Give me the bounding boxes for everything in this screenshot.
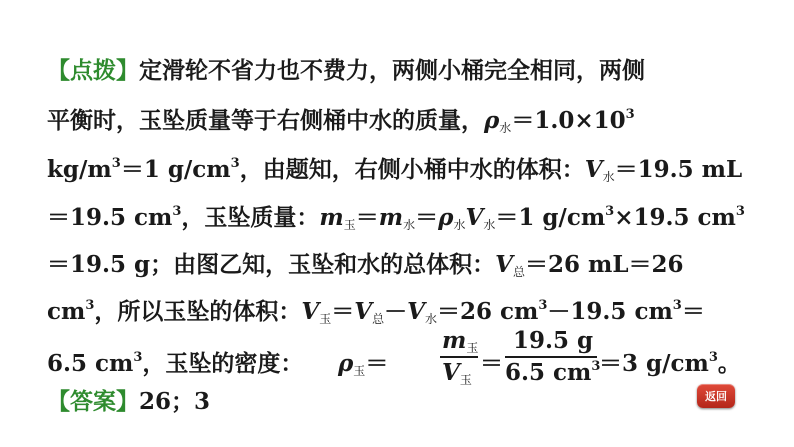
volume-symbol: V <box>495 251 513 278</box>
fraction-bar <box>505 356 597 358</box>
hint-tag: 【点拨】 <box>47 57 139 84</box>
fraction-numerator-value: 19.5 g <box>513 327 594 354</box>
mass-symbol: m <box>319 204 344 231</box>
subscript-jade: 玉 <box>459 373 472 387</box>
subscript-water: 水 <box>403 218 416 232</box>
hint-line-6 <box>47 297 705 327</box>
text-segment: ，由题知，右侧小桶中水的体积： <box>239 156 585 183</box>
subscript-jade: 玉 <box>466 341 479 355</box>
fraction-denominator-volume <box>442 359 472 386</box>
text-segment: ＝1.0×10 <box>511 107 626 134</box>
equals-sign: ＝ <box>365 350 389 377</box>
superscript: 3 <box>672 298 682 313</box>
back-button[interactable]: 返回 <box>697 384 735 408</box>
text-segment: ＝ <box>331 298 355 325</box>
text-segment: 6.5 cm <box>505 359 592 386</box>
hint-line-1 <box>47 56 645 86</box>
hint-line-3 <box>47 155 742 185</box>
rho-symbol: ρ <box>338 350 354 377</box>
text-segment: ＝ <box>355 204 379 231</box>
superscript: 3 <box>735 204 745 219</box>
text-segment: kg/m <box>47 156 112 183</box>
superscript: 3 <box>708 350 718 365</box>
volume-symbol: V <box>465 204 484 231</box>
fraction-numerator-mass <box>442 327 478 354</box>
mass-symbol: m <box>442 327 467 354</box>
subscript-total: 总 <box>512 265 525 279</box>
subscript-jade: 玉 <box>343 218 356 232</box>
density-intro <box>47 345 303 378</box>
volume-symbol: V <box>301 298 320 325</box>
text-segment: －19.5 cm <box>547 298 673 325</box>
hint-line-2 <box>47 106 635 136</box>
hint-line-5 <box>47 250 684 280</box>
superscript: 3 <box>85 298 95 313</box>
superscript: 3 <box>133 350 143 365</box>
subscript-water: 水 <box>602 170 615 184</box>
superscript: 3 <box>230 156 240 171</box>
rho-symbol: ρ <box>484 107 500 134</box>
text-segment: ＝19.5 mL <box>614 156 743 183</box>
text-segment: ＝ <box>681 298 705 325</box>
text-segment: ＝19.5 cm <box>47 204 173 231</box>
subscript-water: 水 <box>425 312 438 326</box>
text-segment: ，玉坠的密度： <box>142 350 304 377</box>
subscript-jade: 玉 <box>319 312 332 326</box>
text-segment: ＝ <box>415 204 439 231</box>
subscript-water: 水 <box>483 218 496 232</box>
superscript: 3 <box>625 107 635 122</box>
equals-sign: ＝ <box>480 350 503 377</box>
superscript: 3 <box>605 204 615 219</box>
fraction-denominator-value <box>505 359 600 386</box>
volume-symbol: V <box>584 156 603 183</box>
text-segment: ＝3 g/cm <box>599 350 709 377</box>
hint-line-4 <box>47 203 745 233</box>
subscript-water: 水 <box>453 218 466 232</box>
subscript-total: 总 <box>372 312 385 326</box>
superscript: 3 <box>591 359 601 374</box>
superscript: 3 <box>111 156 121 171</box>
subscript-jade: 玉 <box>353 364 366 378</box>
text-segment: ＝1 g/cm <box>495 204 606 231</box>
mass-symbol: m <box>378 204 404 231</box>
text-segment: － <box>384 298 408 325</box>
volume-symbol: V <box>442 359 460 386</box>
text-segment: ＝19.5 g；由图乙知，玉坠和水的总体积： <box>47 251 496 278</box>
text-segment: ＝26 mL＝26 <box>524 251 684 278</box>
fraction-bar <box>440 356 478 358</box>
answer-tag: 【答案】 <box>47 388 139 415</box>
superscript: 3 <box>538 298 548 313</box>
density-symbol <box>338 345 388 378</box>
volume-symbol: V <box>407 298 425 325</box>
answer-line <box>47 387 210 417</box>
superscript: 3 <box>172 204 182 219</box>
text-segment: 平衡时，玉坠质量等于右侧桶中水的质量， <box>47 107 484 134</box>
text-segment: ，玉坠质量： <box>181 204 320 231</box>
text-segment: 6.5 cm <box>47 350 134 377</box>
volume-symbol: V <box>354 298 373 325</box>
text-segment: 。 <box>717 350 741 377</box>
text-segment: ＝1 g/cm <box>120 156 231 183</box>
answer-text: 26；3 <box>139 388 211 415</box>
text-segment: ×19.5 cm <box>614 204 736 231</box>
subscript-water: 水 <box>499 121 512 135</box>
density-result <box>599 345 741 378</box>
text-segment: ＝26 cm <box>437 298 539 325</box>
hint-text-1: 定滑轮不省力也不费力，两侧小桶完全相同，两侧 <box>139 57 645 84</box>
text-segment: cm <box>47 298 86 325</box>
rho-symbol: ρ <box>438 204 454 231</box>
text-segment: ，所以玉坠的体积： <box>94 298 302 325</box>
